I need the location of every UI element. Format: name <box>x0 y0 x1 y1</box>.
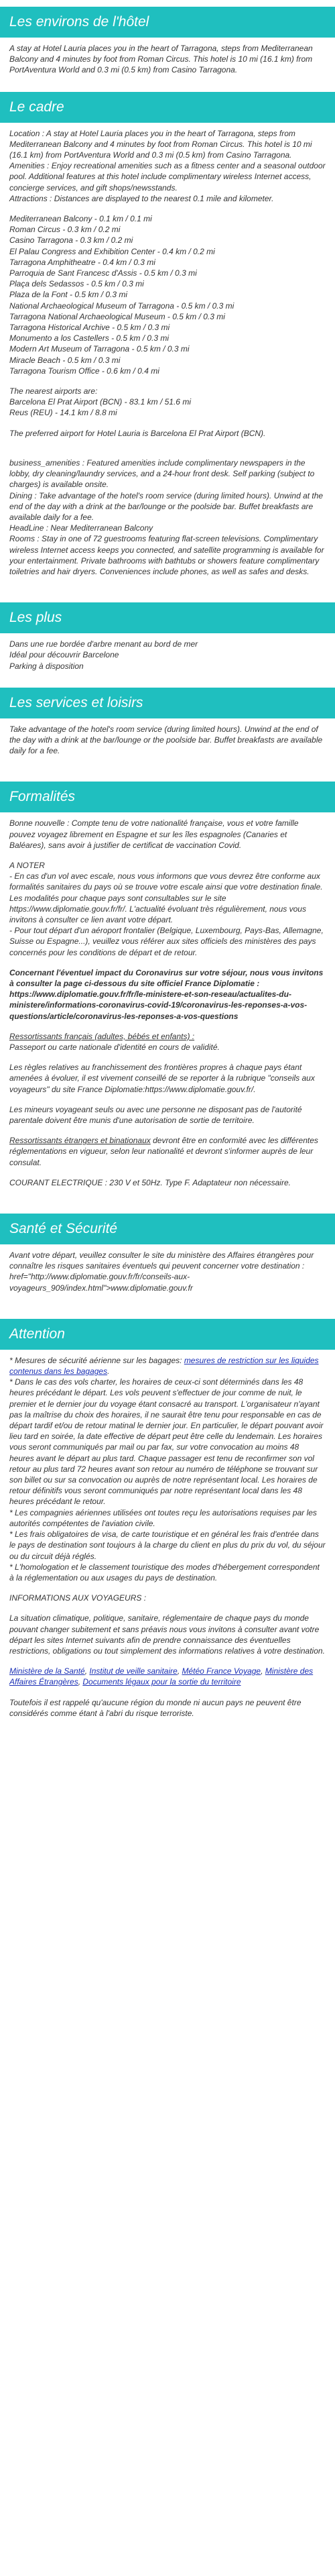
section-attention <box>0 1319 335 1735</box>
list-item: Tarragona Historical Archive - 0.5 km / 0.3 mi <box>9 323 170 333</box>
cadre-dining: Dining : Take advantage of the hotel's room service (during limited hours). Unwind at the end of the day with a drink at the bar/lounge or the poolside bar. Buffet breakfasts are available daily for a fee. <box>9 490 324 522</box>
modalites-text: Les modalités pour chaque pays sont consultables sur le site https://www.diplomatie.gouv.fr/fr/. L'actualité évoluant très régulièrement, nous vous invitons à consulter ce lien avant votre départ. <box>9 893 306 924</box>
spacer <box>0 772 335 782</box>
list-item: Tarragona National Archaeological Museum - 0.5 km / 0.3 mi <box>9 311 225 321</box>
list-item: Dans une rue bordée d'arbre menant au bord de mer <box>9 639 198 649</box>
list-item: Roman Circus - 0.3 km / 0.2 mi <box>9 225 121 235</box>
list-item: Idéal pour découvrir Barcelone <box>9 650 119 660</box>
section-title-formalites: Formalités <box>0 782 335 812</box>
link-affaires-etrangeres[interactable]: Ministère des Affaires Étrangères <box>9 1666 314 1687</box>
spacer <box>0 1309 335 1319</box>
spacer <box>0 678 335 688</box>
etrangers-label: Ressortissants étrangers et binationaux <box>9 1136 151 1146</box>
sante-body <box>0 1244 335 1309</box>
ressortissants-label: Ressortissants français (adultes, bébés et enfants) : <box>9 1031 195 1041</box>
spacer <box>9 376 326 386</box>
spacer <box>9 419 326 428</box>
cadre-location: Location : A stay at Hotel Lauria places you in the heart of Tarragona, steps from Mediterranean Balcony and 4 minutes by foot from Roman Circus. This hotel is 10 mi (16.1 km) from PortAventura World and 0.3 mi (0.5 km) from Casino Tarragona. <box>9 128 312 160</box>
section-services <box>0 688 335 773</box>
list-item: National Archaeological Museum of Tarragona - 0.5 km / 0.3 mi <box>9 301 234 311</box>
cadre-amenities: Amenities : Enjoy recreational amenities such as a fitness center and a seasonal outdoor pool. Additional features at this hotel include complimentary wireless Internet access, concierge services, and gift shops/newsstands. <box>9 161 326 193</box>
cadre-body <box>0 123 335 594</box>
section-sante <box>0 1214 335 1309</box>
etrangers-paragraph <box>9 1135 326 1168</box>
section-title-plus: Les plus <box>0 602 335 633</box>
list-item: Miracle Beach - 0.5 km / 0.3 mi <box>9 355 121 365</box>
frais-text: * Les frais obligatoires de visa, de carte touristique et en général les frais d'entrée dans le pays de destination sont toujours à la charge du client en plus du prix du vol, du séjour ou du circuit déjà réglés. <box>9 1529 326 1561</box>
passeport-text: Passeport ou carte nationale d'identité en cours de validité. <box>9 1042 220 1052</box>
section-formalites <box>0 782 335 1204</box>
environs-text: A stay at Hotel Lauria places you in the heart of Tarragona, steps from Mediterranean Balcony and 4 minutes by foot from Roman Circus. This hotel is 10 mi (16.1 km) from PortAventura World and 0.3 mi (0.5 km) from Casino Tarragona. <box>9 44 313 75</box>
top-spacer <box>0 0 335 7</box>
plus-body <box>0 633 335 678</box>
services-text: Take advantage of the hotel's room service (during limited hours). Unwind at the end of the day with a drink at the bar/lounge or the poolside bar. Buffet breakfasts are available daily for a fee. <box>9 724 323 756</box>
regles-text: Les règles relatives au franchissement des frontières propres à chaque pays étant amenées à évoluer, il est vivement conseillé de se reporter à la rubrique "conseils aux voyageurs" du site France Diplomatie:https://www.diplomatie.gouv.fr/. <box>9 1063 315 1094</box>
list-item: Modern Art Museum of Tarragona - 0.5 km / 0.3 mi <box>9 344 190 354</box>
section-plus <box>0 602 335 678</box>
anoter-text: - En cas d'un vol avec escale, nous vous informons que vous devrez être conforme aux formalités sanitaires du pays où se trouve votre escale ainsi que votre destination finale. <box>9 871 323 892</box>
preferred-airport: The preferred airport for Hotel Lauria is Barcelona El Prat Airport (BCN). <box>9 428 266 438</box>
mesures-paragraph <box>9 1355 326 1377</box>
section-cadre <box>0 92 335 594</box>
mesures-prefix: * Mesures de sécurité aérienne sur les bagages: <box>9 1355 184 1365</box>
links-paragraph: Ministère de la Santé, Institut de veille sanitaire, Météo France Voyage, Ministère des Affaires Étrangères, Documents légaux pour la sortie du territoire <box>9 1666 314 1687</box>
section-title-attention: Attention <box>0 1319 335 1350</box>
list-item: El Palau Congress and Exhibition Center - 0.4 km / 0.2 mi <box>9 246 215 256</box>
airports-title: The nearest airports are: <box>9 386 98 396</box>
section-environs <box>0 7 335 92</box>
list-item: Casino Tarragona - 0.3 km / 0.2 mi <box>9 235 133 246</box>
hebergement-text: * L'homologation et le classement touristique des modes d'hébergement correspondent à la réglementation ou aux usages du pays de destination. <box>9 1562 320 1582</box>
cadre-rooms: Rooms : Stay in one of 72 guestrooms featuring flat-screen televisions. Complimentary wireless Internet access keeps you connected, and satellite programming is available for your entertainment. Private bathrooms with bathtubs or showers feature complimentary toiletries and hair dryers. Conveniences include phones, as well as safes and desks. <box>9 534 324 576</box>
sante-text: Avant votre départ, veuillez consulter le site du ministère des Affaires étrangères pour connaître les risques sanitaires éventuels qui peuvent concerner votre destination : href="http://www.diplomatie.gouv.fr/fr/conseils-aux-voyageurs_909/index.html">www.diplomatie.gouv.fr <box>9 1250 314 1293</box>
cadre-business: business_amenities : Featured amenities include complimentary newspapers in the lobby, dry cleaning/laundry services, and a 24-hour front desk. Self parking (subject to charges) is available onsite. <box>9 458 315 490</box>
list-item: Reus (REU) - 14.1 km / 8.8 mi <box>9 408 117 418</box>
attention-body <box>0 1350 335 1735</box>
section-title-sante: Santé et Sécurité <box>0 1214 335 1244</box>
spacer <box>0 1204 335 1214</box>
anoter-title: A NOTER <box>9 860 45 870</box>
link-ministere-sante[interactable]: Ministère de la Santé <box>9 1666 85 1676</box>
mesures-suffix: . <box>107 1366 110 1377</box>
list-item: Plaça dels Sedassos - 0.5 km / 0.3 mi <box>9 279 144 289</box>
list-item: Monumento a los Castellers - 0.5 km / 0.3 mi <box>9 333 170 343</box>
mineurs-text: Les mineurs voyageant seuls ou avec une personne ne disposant pas de l'autorité parentale doivent être munis d'une autorisation de sortie de territoire. <box>9 1104 302 1126</box>
services-body <box>0 718 335 773</box>
environs-body <box>0 38 335 92</box>
list-item: Mediterranean Balcony - 0.1 km / 0.1 mi <box>9 214 152 224</box>
corona-text: Concernant l'éventuel impact du Coronavirus sur votre séjour, nous vous invitons à consulter la page ci-dessous du site officiel France Diplomatie : https://www.diplomatie.gouv.fr/fr/le-ministere-et-son-reseau/actualites-du-ministere/informations-coronavirus-covid-19/coronavirus-les-reponses-a-vos-questions/article/coronavirus-les-reponses-a-vos-questions <box>9 967 324 1021</box>
list-item: Parroquia de Sant Francesc d'Assis - 0.5 km / 0.3 mi <box>9 268 197 278</box>
spacer <box>0 593 335 602</box>
spacer <box>9 448 326 458</box>
list-item: Barcelona El Prat Airport (BCN) - 83.1 km / 51.6 mi <box>9 397 191 407</box>
infos-title: INFORMATIONS AUX VOYAGEURS : <box>9 1593 147 1603</box>
formalites-body <box>0 812 335 1204</box>
compagnies-text: * Les compagnies aériennes utilisées ont toutes reçu les autorisations requises par les autorités compétentes de l'aviation civile. <box>9 1507 317 1528</box>
list-item: Plaza de la Font - 0.5 km / 0.3 mi <box>9 290 128 300</box>
link-documents-legaux[interactable]: Documents légaux pour la sortie du territoire <box>82 1677 241 1687</box>
list-item: Tarragona Tourism Office - 0.6 km / 0.4 mi <box>9 366 159 376</box>
list-item: Tarragona Amphitheatre - 0.4 km / 0.3 mi <box>9 257 155 267</box>
section-title-services: Les services et loisirs <box>0 688 335 718</box>
toutefois-text: Toutefois il est rappelé qu'aucune région du monde ni aucun pays ne peuvent être considérés comme étant à l'abri du risque terroriste. <box>9 1697 302 1718</box>
cadre-attractions: Attractions : Distances are displayed to the nearest 0.1 mile and kilometer. <box>9 193 274 203</box>
vols-text: * Dans le cas des vols charter, les horaires de ceux-ci sont déterminés dans les 48 heures précédant le départ. Les vols peuvent s'effectuer de jour comme de nuit, le premier et le dernier jour du voyage étant consacré au transport. L'organisateur n'ayant pas la maîtrise du choix des horaires, il ne saurait être tenu pour responsable en cas de départ tardif et/ou de retour matinal le dernier jour. En particulier, le départ pouvant avoir lieu tard en soirée, la date effective de départ peut être celle du lendemain. Les horaires vous seront communiqués par mail ou par fax, sur votre convocation au moins 48 heures avant le départ au plus tard. Chaque passager est tenu de reconfirmer son vol retour au plus tard 72 heures avant son retour au numéro de téléphone se trouvant sur son billet ou sur sa convocation ou auprès de notre représentant local. Les horaires de retour définitifs vous seront communiqués par notre représentant local dans les 48 heures précédant le retour. <box>9 1377 324 1507</box>
mesures-link[interactable]: mesures de restriction sur les liquides contenus dans les bagages <box>9 1355 319 1377</box>
formalites-intro: Bonne nouvelle : Compte tenu de votre nationalité française, vous et votre famille pouvez voyagez librement en Espagne et sur les îles espagnoles (Canaries et Baléares), sans avoir à justifier de certificat de vaccination Covid. <box>9 818 299 850</box>
link-meteo-france[interactable]: Météo France Voyage <box>182 1666 261 1676</box>
section-title-cadre: Le cadre <box>0 92 335 123</box>
cadre-places-list <box>9 213 326 376</box>
list-item: Parking à disposition <box>9 661 84 671</box>
etrangers-text: devront être en conformité avec les différentes réglementations en vigueur, selon leur nationalité et devront s'informer auprès de leur consulat. <box>9 1136 318 1167</box>
courant-text: COURANT ELECTRIQUE : 230 V et 50Hz. Type F. Adaptateur non nécessaire. <box>9 1177 291 1187</box>
cadre-headline: HeadLine : Near Mediterranean Balcony <box>9 523 153 533</box>
section-title-environs: Les environs de l'hôtel <box>0 7 335 38</box>
depart-text: - Pour tout départ d'un aéroport frontalier (Belgique, Luxembourg, Pays-Bas, Allemagne, Suisse ou Espagne...), veuillez vous référer aux sites officiels des ministères des pays concernés pour les conditions de départ et de retour. <box>9 926 324 957</box>
infos-text: La situation climatique, politique, sanitaire, réglementaire de chaque pays du monde pouvant changer subitement et sans préavis nous vous invitons à consulter avant votre départ les sites Internet suivants afin de prendre connaissance des éventuelles restrictions, obligations ou tout simplement des informations relatives à votre destination. <box>9 1613 325 1656</box>
link-veille-sanitaire[interactable]: Institut de veille sanitaire <box>89 1666 178 1676</box>
